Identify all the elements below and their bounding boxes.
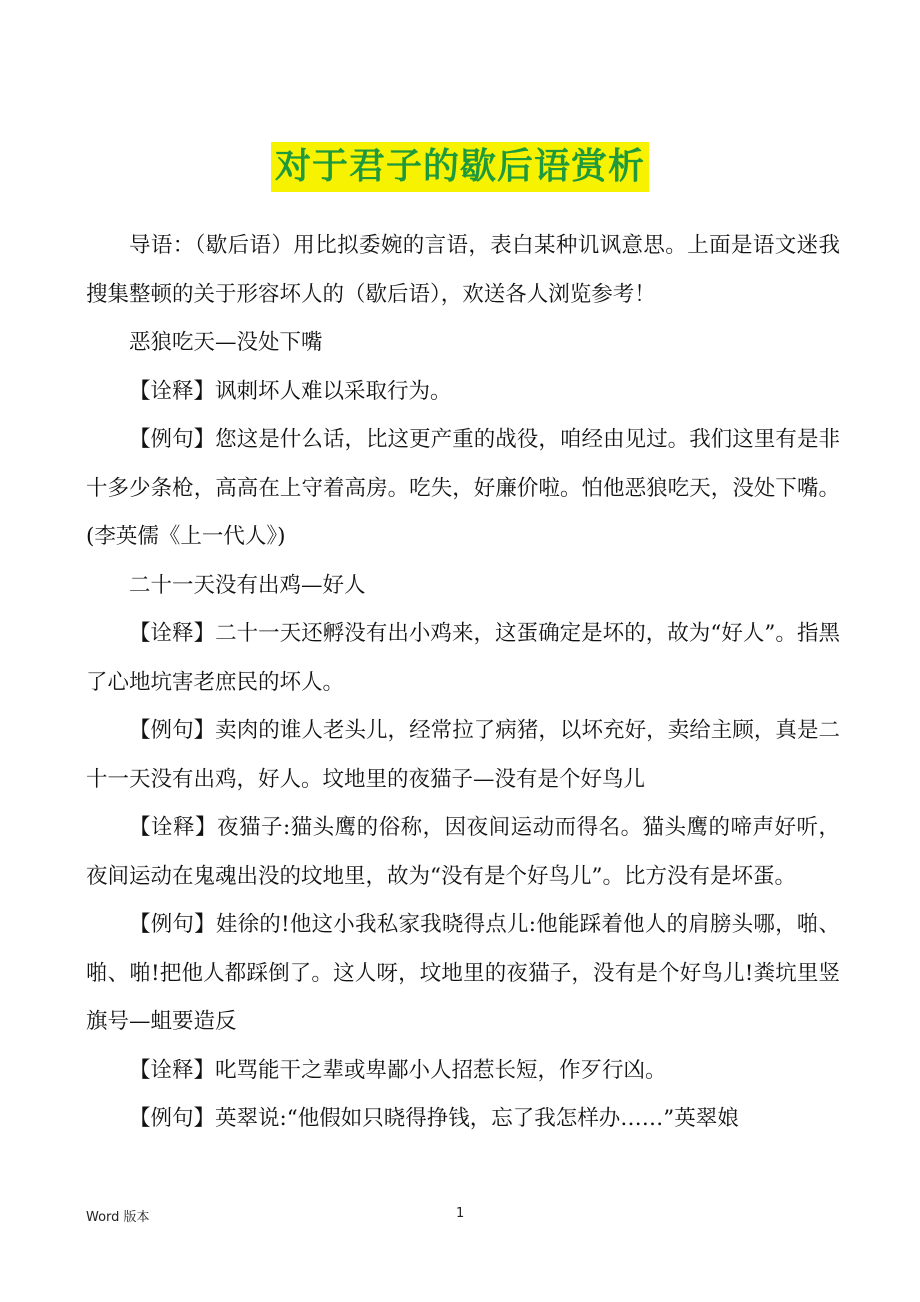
title-container: [0, 142, 920, 192]
paragraph-example-4: 【例句】英翠说:“他假如只晓得挣钱，忘了我怎样办……”英翠娘: [129, 1106, 739, 1131]
paragraph-intro: 导语：（歇后语）用比拟委婉的言语，表白某种讥讽意思。上面是语文迷我搜集整顿的关于形容坏人的（歇后语），欢送各人浏览参考！: [86, 233, 840, 307]
paragraph-example-3: 【例句】娃徐的!他这小我私家我晓得点儿:他能踩着他人的肩膀头哪，啪、啪、啪!把他人都踩倒了。这人呀，坟地里的夜猫子，没有是个好鸟儿!粪坑里竖旗号—蛆要造反: [86, 912, 840, 1034]
paragraph-explanation-1: 【诠释】讽刺坏人难以采取行为。: [129, 378, 452, 404]
document-body: [86, 222, 840, 1144]
page-number: 1: [456, 1206, 465, 1221]
paragraph-saying-1: 恶狼吃天—没处下嘴: [129, 330, 323, 355]
footer-label: Word 版本: [86, 1210, 150, 1225]
paragraph-explanation-4: 【诠释】叱骂能干之辈或卑鄙小人招惹长短，作歹行凶。: [129, 1057, 667, 1083]
paragraph-explanation-3: 【诠释】夜猫子:猫头鹰的俗称，因夜间运动而得名。猫头鹰的啼声好听，夜间运动在鬼魂出没的坟地里，故为“没有是个好鸟儿”。比方没有是坏蛋。: [86, 815, 840, 889]
paragraph-example-2: 【例句】卖肉的谁人老头儿，经常拉了病猪，以坏充好，卖给主顾，真是二十一天没有出鸡，好人。坟地里的夜猫子—没有是个好鸟儿: [86, 718, 840, 792]
paragraph-example-1: 【例句】您这是什么话，比这更产重的战役，咱经由见过。我们这里有是非十多少条枪，高高在上守着高房。吃失，好廉价啦。怕他恶狼吃天，没处下嘴。(李英儒《上一代人》): [86, 427, 840, 549]
paragraph-saying-2: 二十一天没有出鸡—好人: [129, 572, 366, 598]
paragraph-explanation-2: 【诠释】二十一天还孵没有出小鸡来，这蛋确定是坏的，故为“好人”。指黑了心地坑害老庶民的坏人。: [86, 621, 840, 695]
document-title: 对于君子的歇后语赏析: [271, 142, 649, 192]
